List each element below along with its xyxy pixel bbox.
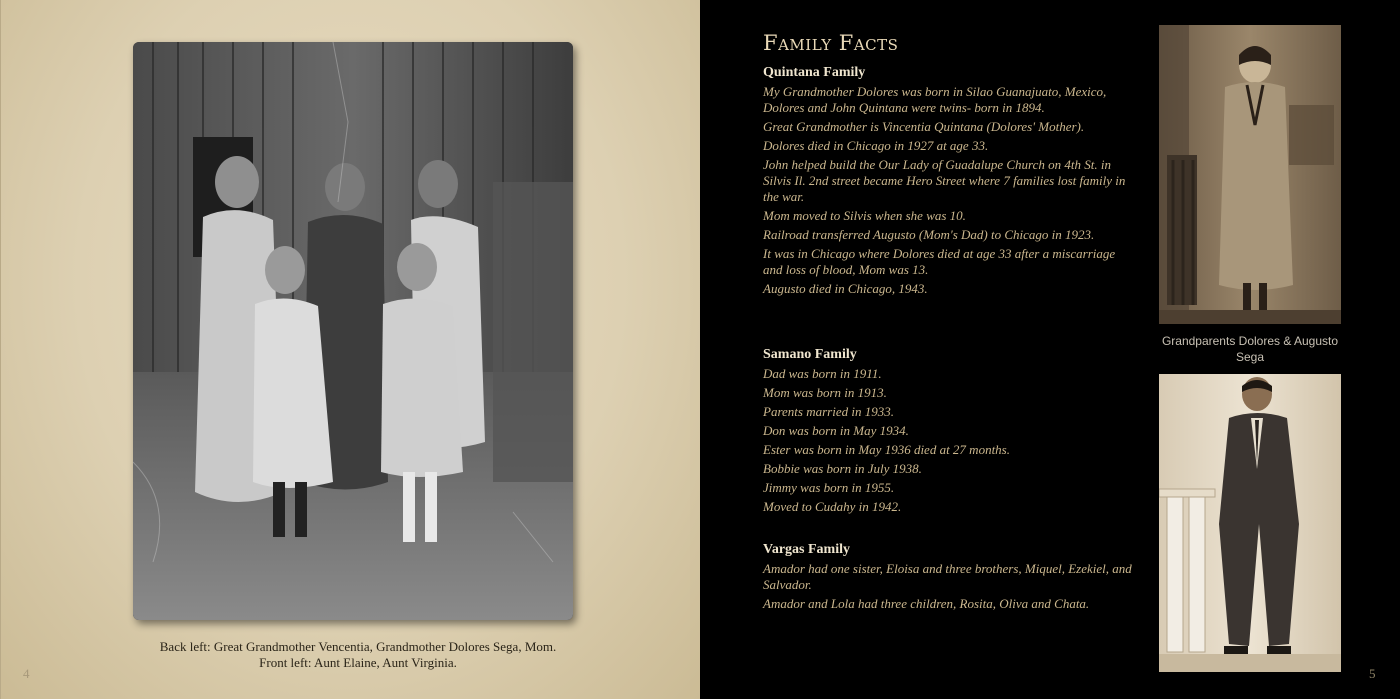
fact-item: Mom moved to Silvis when she was 10. [763, 208, 966, 223]
section-vargas-family [763, 542, 1133, 615]
fact-item: Amador had one sister, Eloisa and three brothers, Miquel, Ezekiel, and Salvador. [763, 561, 1132, 592]
photo-caption [1, 639, 715, 671]
grandparents-photo-caption: Grandparents Dolores & Augusto Sega [1161, 334, 1339, 364]
section-samano-family [763, 347, 1133, 518]
page-number-right: 5 [1369, 666, 1376, 681]
fact-item: Bobbie was born in July 1938. [763, 461, 922, 476]
caption-line-1: Back left: Great Grandmother Vencentia, Grandmother Dolores Sega, Mom. [159, 639, 557, 654]
fact-item: John helped build the Our Lady of Guadalupe Church on 4th St. in Silvis Il. 2nd street became Hero Street where 7 families lost family in the war. [763, 157, 1126, 204]
fact-item: Don was born in May 1934. [763, 423, 909, 438]
fact-item: Dad was born in 1911. [763, 366, 882, 381]
grandmother-dolores-photo [1159, 25, 1341, 324]
grandfather-augusto-photo [1159, 374, 1341, 672]
fact-item: Parents married in 1933. [763, 404, 894, 419]
section-heading: Vargas Family [763, 542, 850, 557]
fact-item: Railroad transferred Augusto (Mom's Dad) to Chicago in 1923. [763, 227, 1095, 242]
section-quintana-family [763, 65, 1133, 300]
fact-item: Amador and Lola had three children, Rosita, Oliva and Chata. [763, 596, 1090, 611]
fact-item: Dolores died in Chicago in 1927 at age 33. [763, 138, 989, 153]
family-group-photo [133, 42, 573, 620]
fact-item: Augusto died in Chicago, 1943. [763, 281, 928, 296]
section-heading: Quintana Family [763, 65, 866, 80]
fact-item: My Grandmother Dolores was born in Silao Guanajuato, Mexico, Dolores and John Quintana were twins- born in 1894. [763, 84, 1107, 115]
right-page [701, 0, 1400, 699]
page-number-left: 4 [23, 666, 30, 681]
caption-line-2: Front left: Aunt Elaine, Aunt Virginia. [259, 655, 457, 670]
fact-item: Moved to Cudahy in 1942. [763, 499, 902, 514]
section-heading: Samano Family [763, 347, 857, 362]
fact-item: Mom was born in 1913. [763, 385, 887, 400]
page-title: Family Facts [763, 31, 899, 55]
fact-item: It was in Chicago where Dolores died at age 33 after a miscarriage and loss of blood, Mom was 13. [763, 246, 1116, 277]
fact-item: Jimmy was born in 1955. [763, 480, 895, 495]
fact-item: Ester was born in May 1936 died at 27 months. [763, 442, 1010, 457]
fact-item: Great Grandmother is Vincentia Quintana (Dolores' Mother). [763, 119, 1085, 134]
